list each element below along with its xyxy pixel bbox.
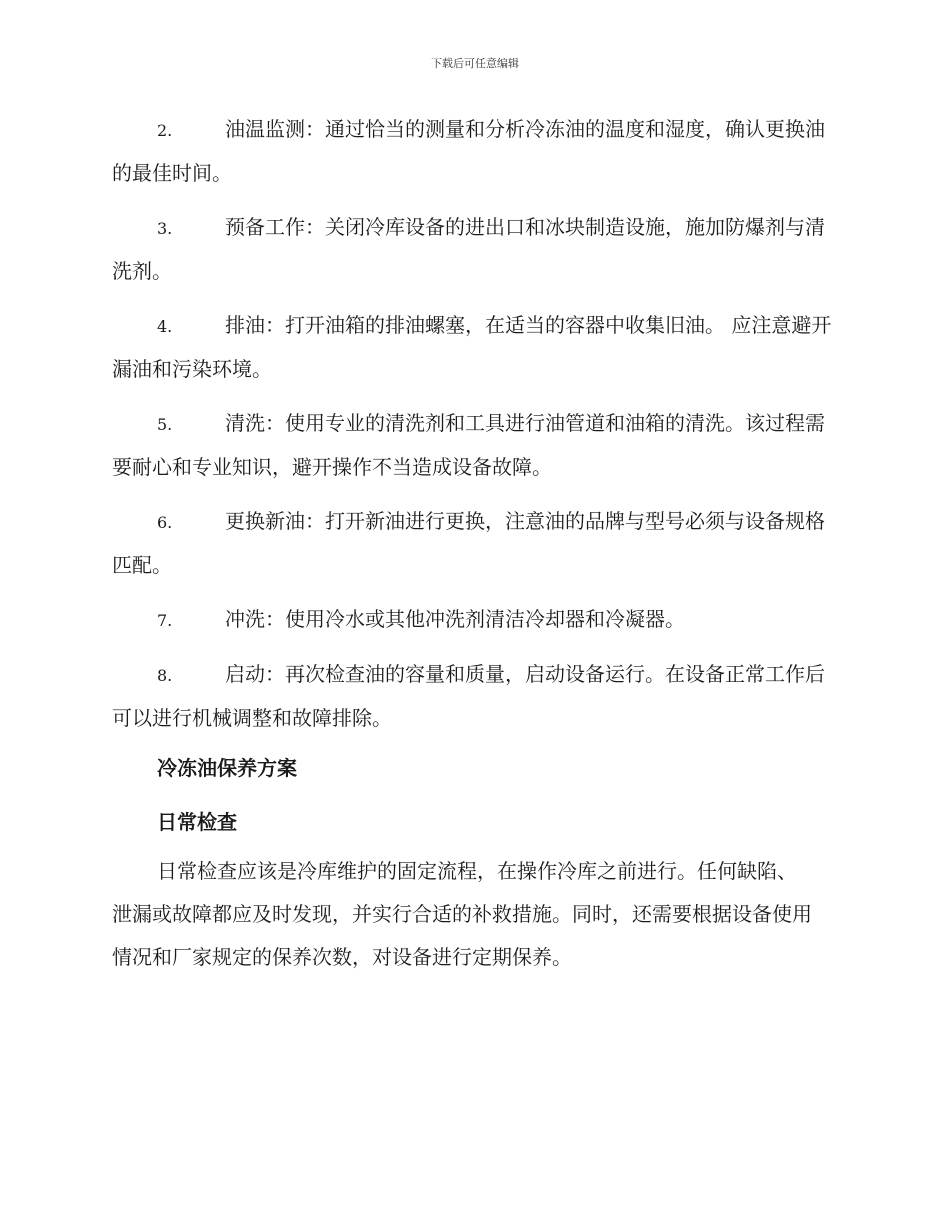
list-item-8: [112, 653, 842, 740]
section-title: 冷冻油保养方案: [157, 756, 297, 780]
list-item-7: [112, 598, 842, 642]
list-text: 启动：再次检查油的容量和质量，启动设备运行。在设备正常工作后可以进行机械调整和故障排除。: [112, 662, 825, 730]
list-text: 排油：打开油箱的排油螺塞，在适当的容器中收集旧油。 应注意避开漏油和污染环境。: [112, 313, 832, 381]
list-number: 6.: [157, 513, 173, 532]
document-body: [112, 108, 842, 979]
section-subtitle: 日常检查: [157, 810, 237, 834]
page-header: 下载后可任意编辑: [431, 57, 519, 70]
list-item-2: [112, 108, 842, 195]
list-number: 7.: [157, 611, 173, 630]
list-text: 更换新油：打开新油进行更换，注意油的品牌与型号必须与设备规格匹配。: [112, 509, 825, 577]
list-item-6: [112, 500, 842, 587]
list-item-5: [112, 402, 842, 489]
section-paragraph: 日常检查应该是冷库维护的固定流程，在操作冷库之前进行。任何缺陷、泄漏或故障都应及时发现，并实行合适的补救措施。同时，还需要根据设备使用情况和厂家规定的保养次数，对设备进行定期保养。: [112, 859, 812, 969]
list-text: 冲洗：使用冷水或其他冲洗剂清洁冷却器和冷凝器。: [225, 607, 685, 631]
list-number: 5.: [157, 415, 173, 434]
list-number: 4.: [157, 317, 173, 336]
list-text: 油温监测：通过恰当的测量和分析冷冻油的温度和湿度，确认更换油的最佳时间。: [112, 117, 825, 185]
list-number: 2.: [157, 121, 173, 140]
list-item-4: [112, 304, 842, 391]
list-text: 预备工作：关闭冷库设备的进出口和冰块制造设施，施加防爆剂与清洗剂。: [112, 215, 825, 283]
list-item-3: [112, 206, 842, 293]
list-number: 8.: [157, 666, 173, 685]
list-text: 清洗：使用专业的清洗剂和工具进行油管道和油箱的清洗。该过程需要耐心和专业知识，避开操作不当造成设备故障。: [112, 411, 825, 479]
list-number: 3.: [157, 219, 173, 238]
